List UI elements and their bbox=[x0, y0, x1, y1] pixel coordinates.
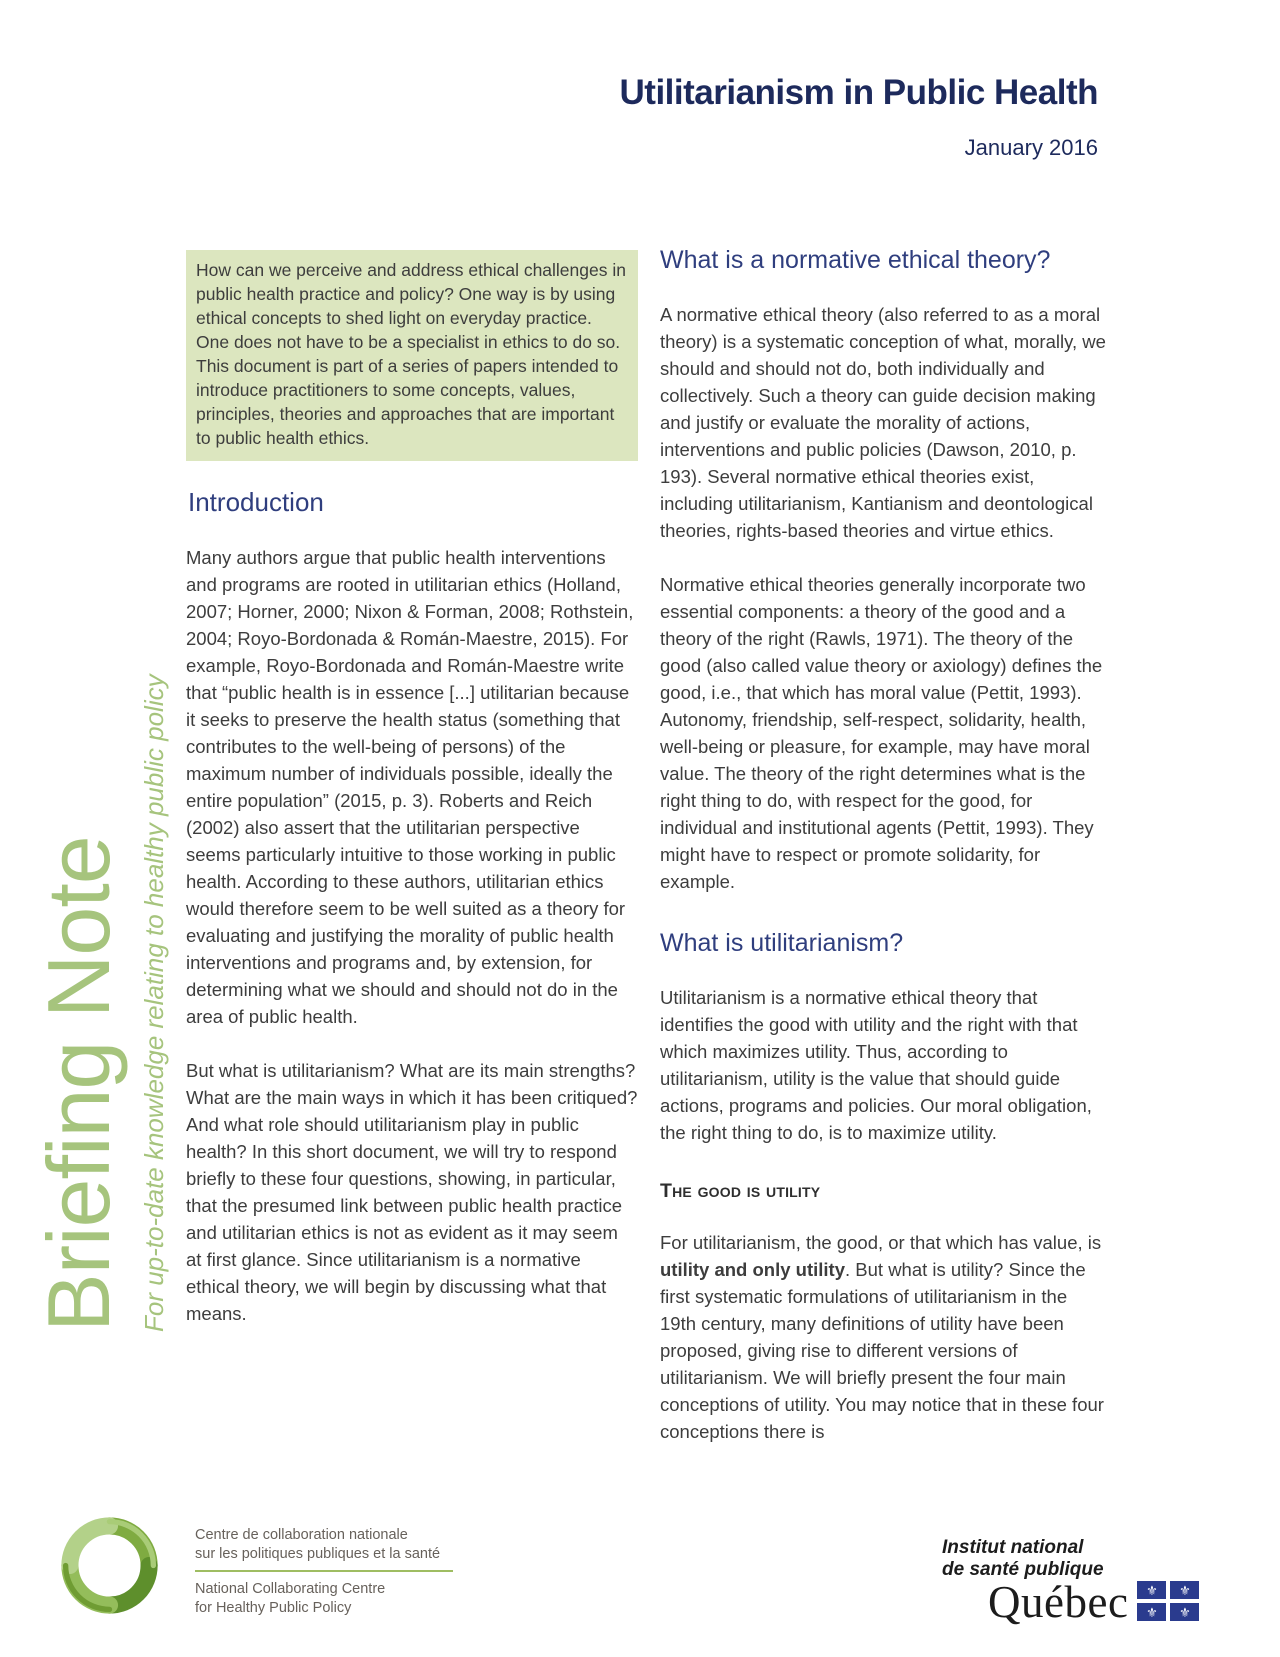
quebec-flag-icon: ⚜ bbox=[1137, 1603, 1166, 1621]
good-para-after: . But what is utility? Since the first systematic formulations of utilitarianism in the 19th century, many definitions of utility have been proposed, giving rise to different versions of utilitarianism. We will briefly present the four main conceptions of utility. You may notice that in these four conceptions there is bbox=[660, 1258, 1104, 1442]
inspq-logo bbox=[942, 1537, 1199, 1627]
document-date: January 2016 bbox=[964, 134, 1098, 160]
inspq-name-line1: Institut national bbox=[942, 1537, 1084, 1558]
introduction-paragraph-2: But what is utilitarianism? What are its main strengths? What are the main ways in which it has been critiqued? And what role should utilitarianism play in public health? In this short document, we will try to respond briefly to these four questions, showing, in particular, that the presumed link between public health practice and utilitarian ethics is not as evident as it may seem at first glance. Since utilitarianism is a normative ethical theory, we will begin by discussing what that means. bbox=[186, 1059, 638, 1324]
ncchpp-name-english-line1: National Collaborating Centre bbox=[195, 1581, 386, 1598]
good-para-before: For utilitarianism, the good, or that which has value, is bbox=[660, 1231, 1102, 1253]
left-column bbox=[186, 250, 638, 1327]
quebec-flag-icon: ⚜ bbox=[1170, 1603, 1199, 1621]
inspq-name-line2: de santé publique bbox=[942, 1559, 1104, 1581]
utilitarianism-heading: What is utilitarianism? bbox=[660, 928, 904, 957]
inspq-name bbox=[942, 1537, 1199, 1581]
page-title: Utilitarianism in Public Health bbox=[619, 73, 1098, 112]
ncchpp-name-french-line1: Centre de collaboration nationale bbox=[195, 1527, 408, 1543]
utilitarianism-paragraph: Utilitarianism is a normative ethical theory that identifies the good with utility and the right with that which maximizes utility. Thus, according to utilitarianism, utility is the value that should guide actions, programs and policies. Our moral obligation, the right thing to do, is to maximize utility. bbox=[660, 986, 1092, 1143]
briefing-note-vertical-title: Briefing Note bbox=[29, 836, 128, 1332]
ncchpp-name-french-line2: sur les politiques publiques et la santé bbox=[195, 1545, 441, 1562]
quebec-wordmark-row bbox=[942, 1576, 1199, 1627]
good-is-utility-subheading: The good is utility bbox=[660, 1179, 821, 1202]
ncchpp-divider bbox=[195, 1570, 453, 1572]
ncchpp-logo bbox=[56, 1512, 453, 1619]
right-column bbox=[660, 246, 1106, 1445]
introduction-paragraph-1: Many authors argue that public health interventions and programs are rooted in utilitarian ethics (Holland, 2007; Horner, 2000; Nixon & Forman, 2008; Rothstein, 2004; Royo-Bordonada & Román-Maestre, 2015). For example, Royo-Bordonada and Román-Maestre write that “public health is in essence [...] utilitarian because it seeks to preserve the health status (something that contributes to the well-being of persons) of the maximum number of individuals possible, ideally the entire population” (2015, p. 3). Roberts and Reich (2002) also assert that the utilitarian perspective seems particularly intuitive to those working in public health. According to these authors, utilitarian ethics would therefore seem to be well suited as a theory for evaluating and justifying the morality of public health interventions and programs and, by extension, for determining what we should and should not do in the area of public health. bbox=[186, 546, 634, 1027]
quebec-flag-icon: ⚜ bbox=[1137, 1581, 1166, 1599]
ncchpp-name-english-line2: for Healthy Public Policy bbox=[195, 1599, 352, 1616]
quebec-flags-grid bbox=[1137, 1581, 1199, 1621]
good-is-utility-paragraph bbox=[660, 1229, 1106, 1445]
quebec-flag-icon: ⚜ bbox=[1170, 1581, 1199, 1599]
normative-theory-paragraph-2: Normative ethical theories generally incorporate two essential components: a theory of the good and a theory of the right (Rawls, 1971). The theory of the good (also called value theory or axiology) defines the good, i.e., that which has moral value (Pettit, 1993). Autonomy, friendship, self-respect, solidarity, health, well-being or pleasure, for example, may have moral value. The theory of the right determines what is the right thing to do, with respect for the good, for individual and institutional agents (Pettit, 1993). They might have to respect or promote solidarity, for example. bbox=[660, 573, 1103, 892]
ncchpp-name-block bbox=[195, 1512, 453, 1617]
intro-highlight-box: How can we perceive and address ethical challenges in public health practice and policy? One way is by using ethical concepts to shed light on everyday practice. One does not have to be a specialist in ethics to do so. This document is part of a series of papers intended to introduce practitioners to some concepts, values, principles, theories and approaches that are important to public health ethics. bbox=[186, 250, 638, 461]
sidebar-tagline: For up-to-date knowledge relating to healthy public policy bbox=[139, 674, 169, 1332]
introduction-heading: Introduction bbox=[188, 486, 324, 517]
masthead bbox=[620, 74, 1098, 161]
normative-theory-paragraph-1: A normative ethical theory (also referred to as a moral theory) is a systematic conception of what, morally, we should and should not do, both individually and collectively. Such a theory can guide decision making and justify or evaluate the morality of actions, interventions and public policies (Dawson, 2010, p. 193). Several normative ethical theories exist, including utilitarianism, Kantianism and deontological theories, rights-based theories and virtue ethics. bbox=[660, 303, 1106, 541]
ncchpp-swirl-icon bbox=[56, 1512, 163, 1619]
normative-theory-heading: What is a normative ethical theory? bbox=[660, 246, 1051, 274]
good-para-bold: utility and only utility bbox=[660, 1258, 845, 1280]
quebec-wordmark: Québec bbox=[988, 1576, 1129, 1627]
